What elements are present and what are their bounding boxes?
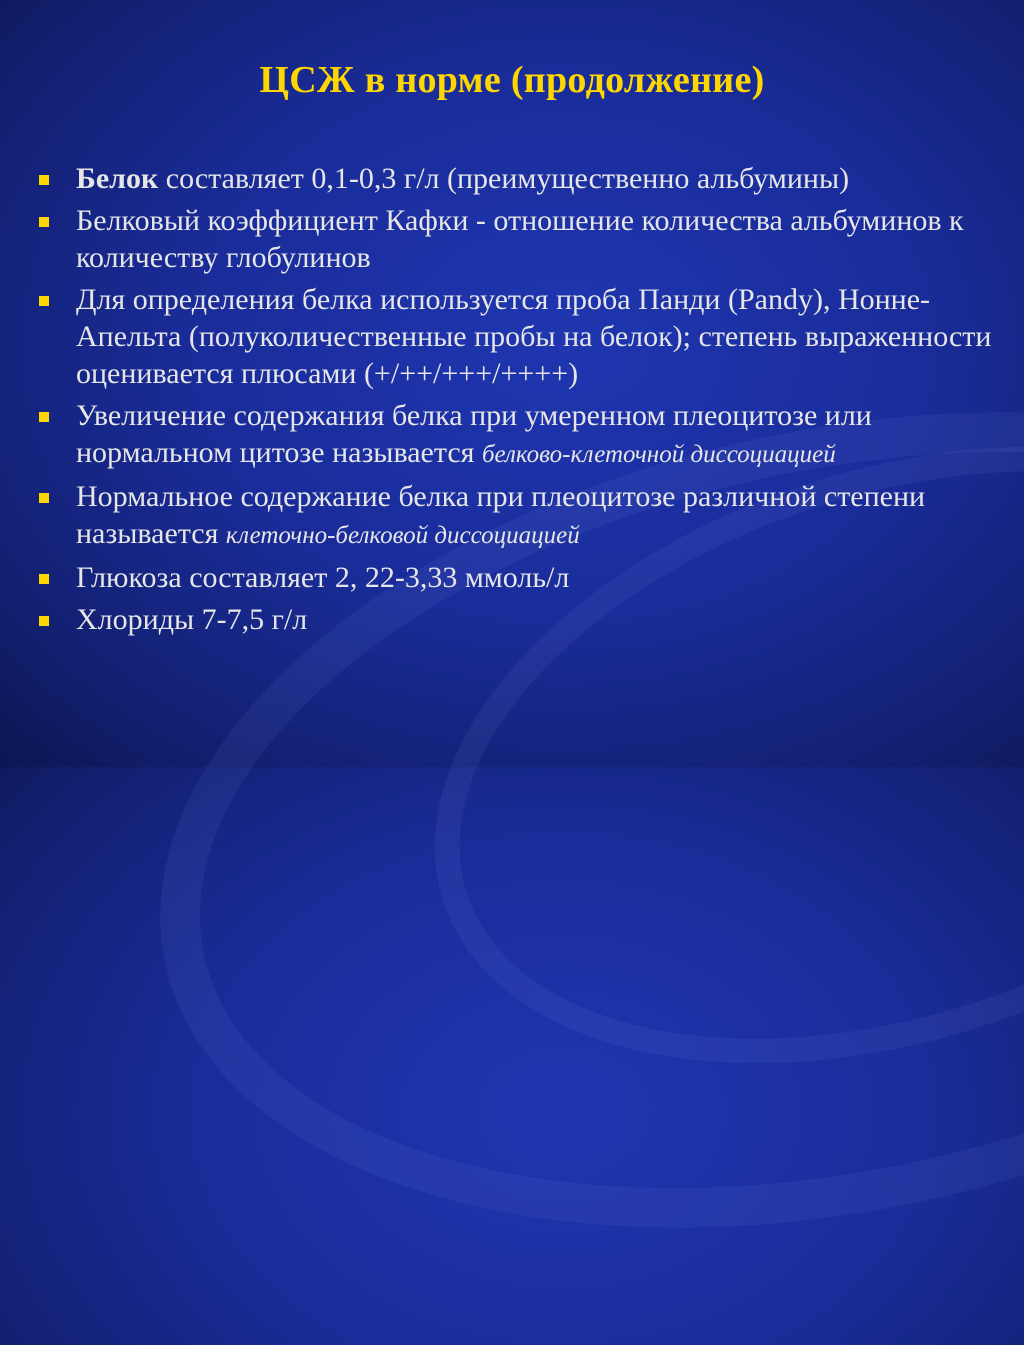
square-bullet-icon xyxy=(39,175,49,185)
item-italic-term: белково-клеточной диссоциацией xyxy=(481,441,836,468)
square-bullet-icon xyxy=(39,493,49,503)
list-item xyxy=(36,478,996,554)
item-text: Хлориды 7-7,5 г/л xyxy=(76,603,308,636)
item-text: составляет 0,1-0,3 г/л (преимущественно альбумины) xyxy=(158,162,850,195)
item-text: Глюкоза составляет 2, 22-3,33 ммоль/л xyxy=(76,561,570,594)
item-text: Увеличение содержания белка при умеренном плеоцитозе или нормальном цитозе называется xyxy=(76,399,872,469)
bullet-list xyxy=(36,160,996,643)
slide-title: ЦСЖ в норме (продолжение) xyxy=(259,59,765,101)
list-item xyxy=(36,160,996,197)
list-item xyxy=(36,202,996,276)
list-item xyxy=(36,281,996,392)
list-item xyxy=(36,397,996,473)
item-italic-term: клеточно-белковой диссоциацией xyxy=(225,522,580,549)
item-text: Для определения белка используется проба Панди (Pandy), Нонне-Апельта (полуколичественные пробы на белок); степень выраженности оценивается плюсами (+/++/+++/++++) xyxy=(76,283,992,390)
square-bullet-icon xyxy=(39,217,49,227)
list-item xyxy=(36,559,996,596)
square-bullet-icon xyxy=(39,616,49,626)
item-text: Белковый коэффициент Кафки - отношение количества альбуминов к количеству глобулинов xyxy=(76,204,964,274)
item-text: Нормальное содержание белка при плеоцитозе различной степени называется xyxy=(76,480,926,550)
item-bold-text: Белок xyxy=(76,162,159,195)
list-item xyxy=(36,601,996,638)
square-bullet-icon xyxy=(39,574,49,584)
square-bullet-icon xyxy=(39,296,49,306)
square-bullet-icon xyxy=(39,412,49,422)
